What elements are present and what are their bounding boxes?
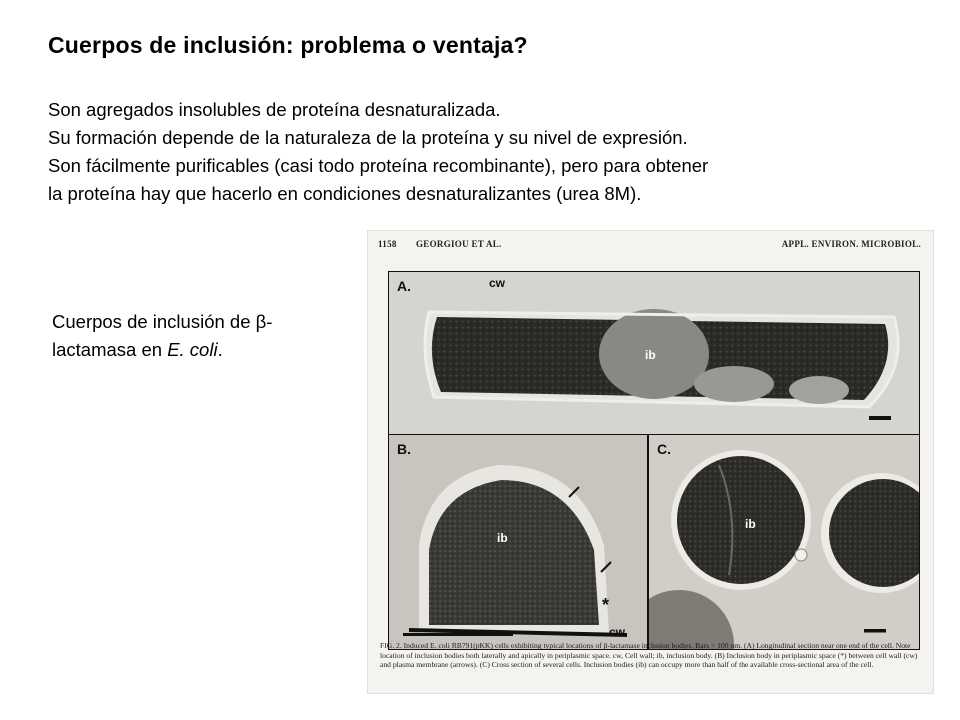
figure-journal: APPL. ENVIRON. MICROBIOL. — [781, 239, 921, 249]
panel-b-image — [389, 435, 647, 649]
figure-caption: FIG. 2. Induced E. coli RB791(pKK) cells exhibiting typical locations of β-lactamase inclusion bodies. Bars = 100 nm. (A) Longitudinal section near one end of the cell. Note location of inclusion bodies both laterally and apically in periplasmic space. cw, Cell wall; ib, inclusion body. (B) Inclusion body in periplasmic space (*) between cell wall (cw) and plasma membrane (arrows). (C) Cross section of several cells. Inclusion bodies (ib) can occupy more than half of the available cross-sectional area of the cell. — [380, 641, 918, 670]
figure-page-number: 1158 — [378, 239, 397, 249]
panel-b-label: B. — [397, 441, 411, 457]
micrograph-panel-c — [648, 434, 920, 650]
figure-side-caption — [52, 308, 292, 364]
figure-authors: GEORGIOU ET AL. — [416, 239, 502, 249]
panel-b-star-label: * — [602, 595, 610, 615]
body-line-4: la proteína hay que hacerlo en condiciones desnaturalizantes (urea 8M). — [48, 183, 642, 204]
figure-header — [378, 239, 921, 253]
panel-c-ib-label: ib — [745, 517, 756, 531]
panel-a-ib-label: ib — [645, 348, 656, 362]
panel-c-label: C. — [657, 441, 671, 457]
caption-suffix: . — [217, 339, 223, 360]
slide-title: Cuerpos de inclusión: problema o ventaja? — [48, 32, 528, 58]
panel-a-label: A. — [397, 278, 411, 294]
micrograph-figure — [367, 230, 934, 694]
micrograph-panel-a — [388, 271, 920, 435]
panel-b-cw-label: cw — [609, 625, 626, 639]
body-line-1: Son agregados insolubles de proteína desnaturalizada. — [48, 99, 501, 120]
caption-prefix: Cuerpos de inclusión de β-lactamasa en — [52, 311, 273, 360]
panel-b-ib-label: ib — [497, 531, 508, 545]
body-line-2: Su formación depende de la naturaleza de la proteína y su nivel de expresión. — [48, 127, 688, 148]
panel-a-cw-label: cw — [489, 276, 506, 290]
micrograph-panel-b — [388, 434, 648, 650]
panel-c-image — [649, 435, 919, 649]
caption-organism: E. coli — [167, 339, 218, 360]
slide-body — [48, 96, 928, 208]
body-line-3: Son fácilmente purificables (casi todo proteína recombinante), pero para obtener — [48, 155, 709, 176]
